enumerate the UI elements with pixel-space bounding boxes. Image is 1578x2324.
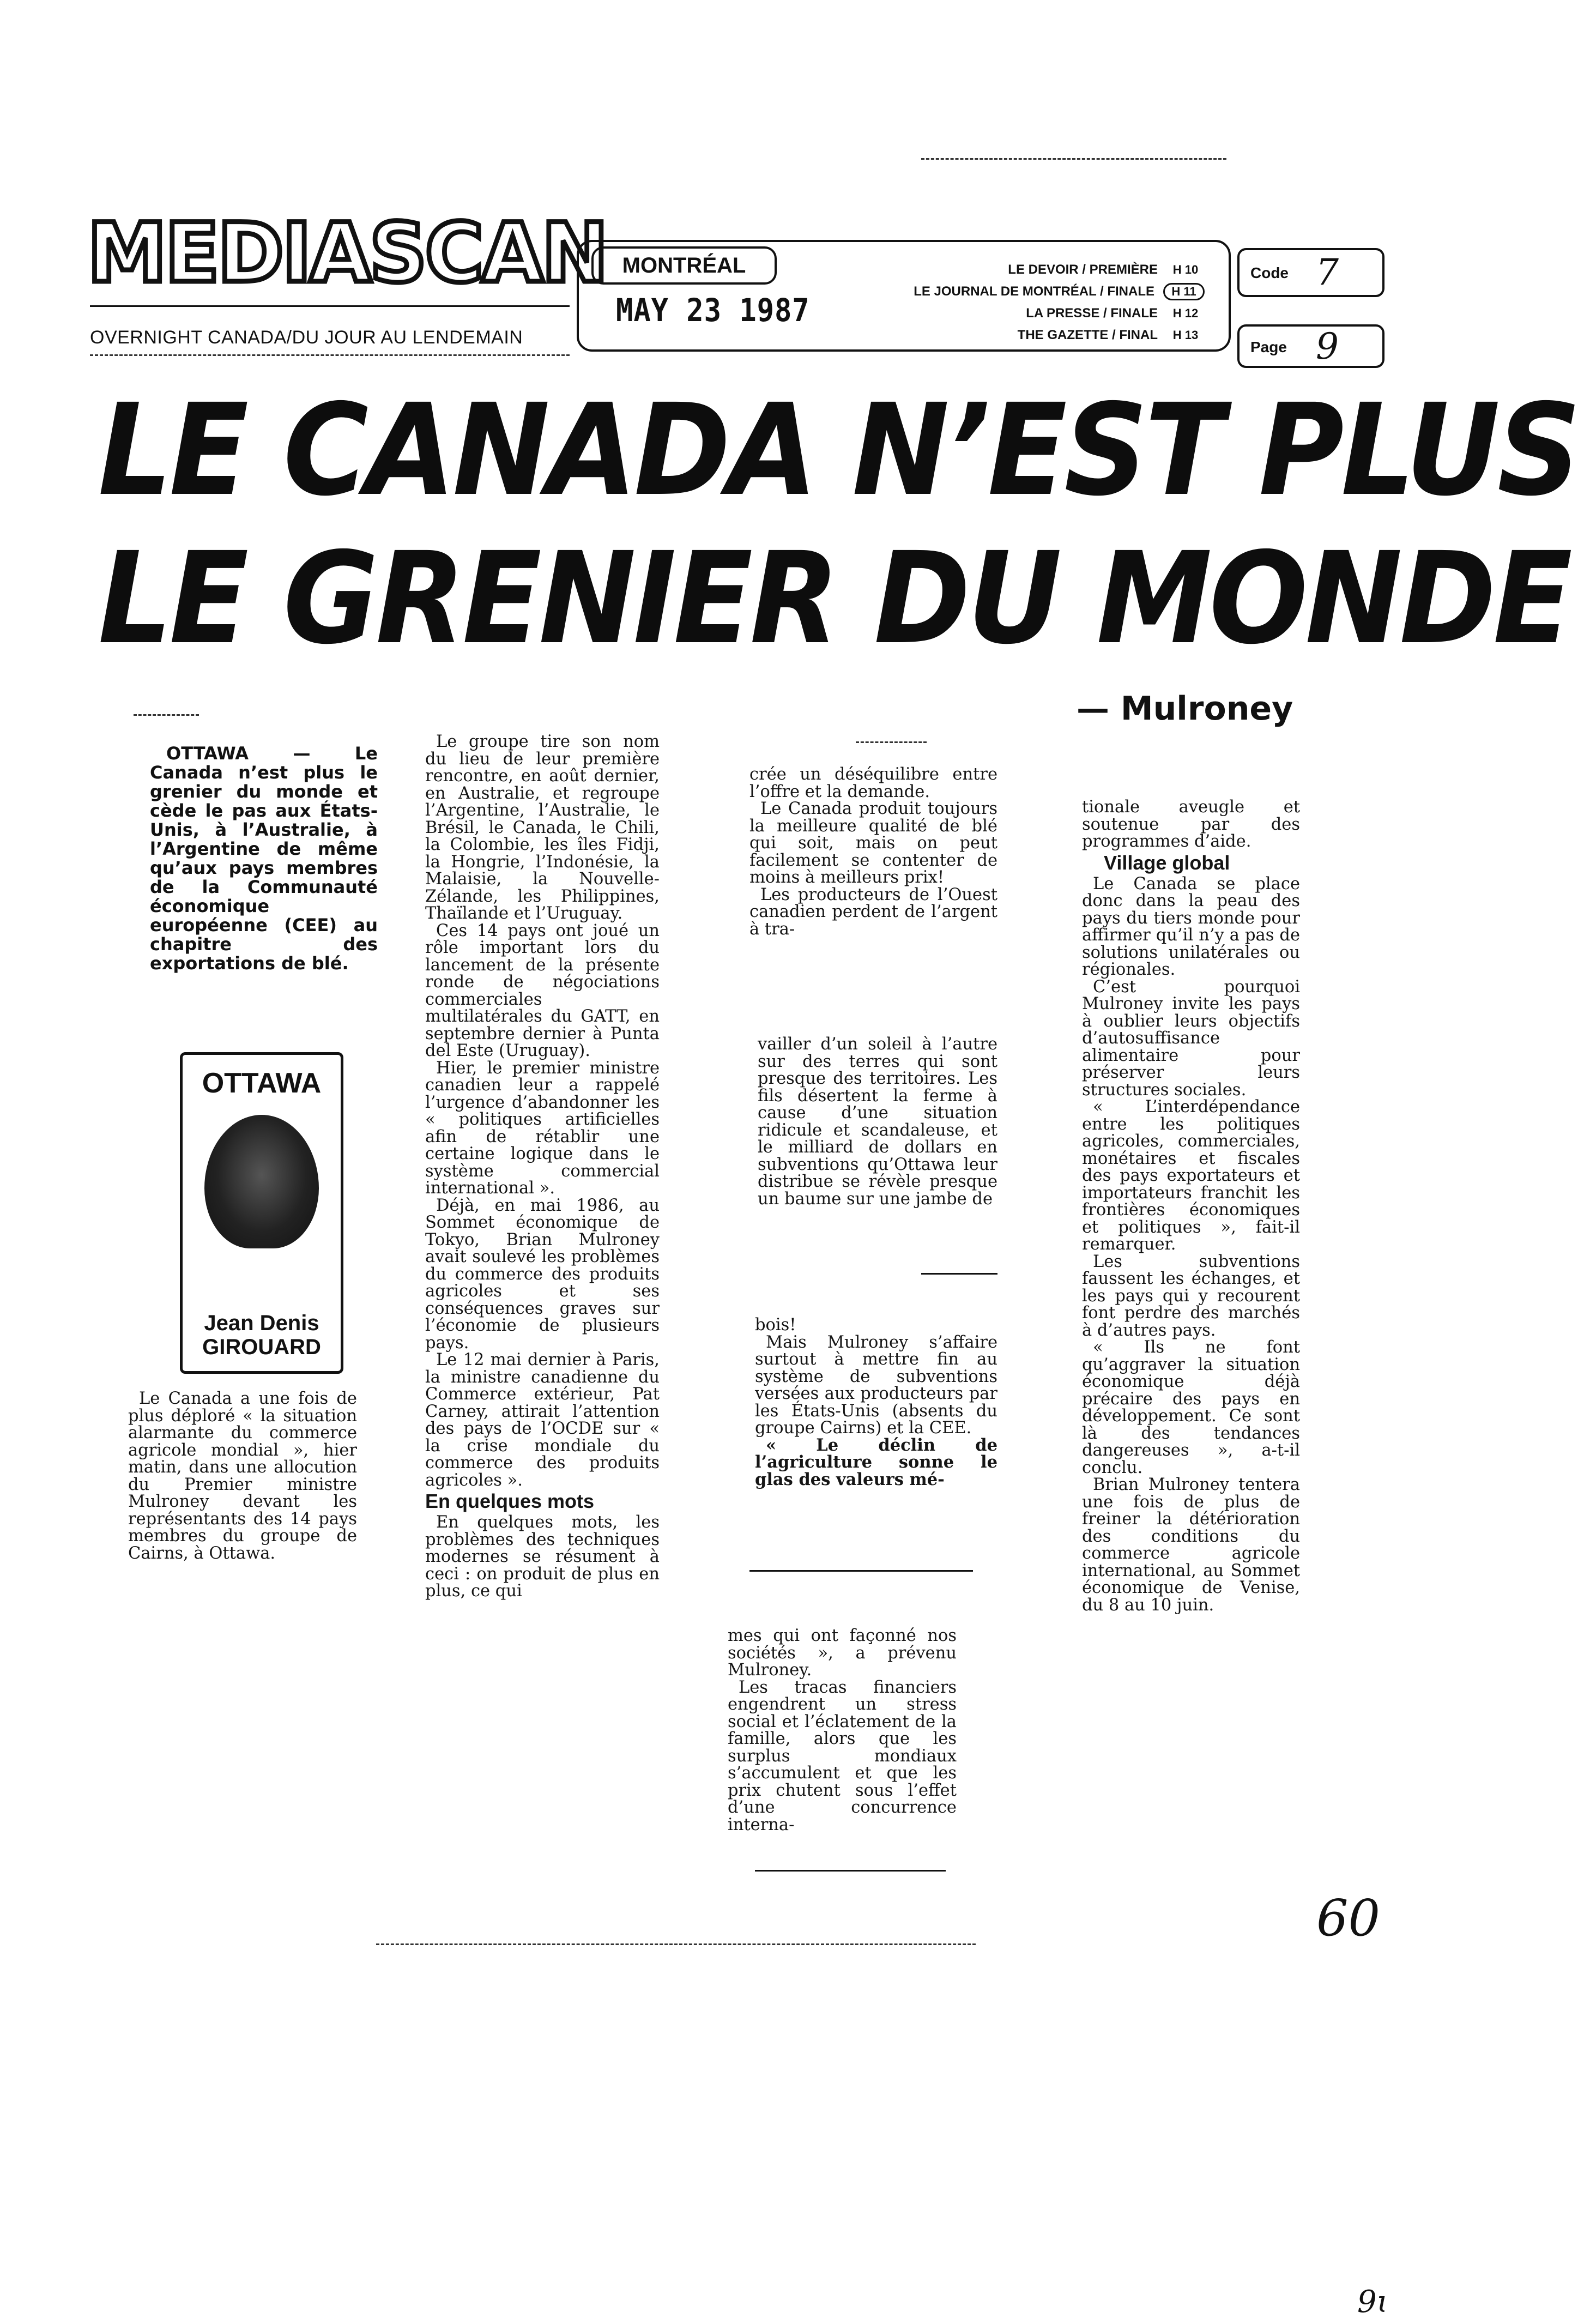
page-value: 9 (1316, 325, 1339, 367)
col3-rule-2 (749, 1570, 973, 1572)
paragraph: Le groupe tire son nom du lieu de leur première rencontre, en août dernier, en Australie, et regroupe l’Argentine, l’Australie, le Brésil, le Canada, le Chili, la Colombie, les îles Fidji, la Hongrie, l’Indonésie, la Malaisie, la Nouvelle-Zélande, les Philippines, Thaïlande et l’Uruguay. (425, 732, 660, 923)
mediascan-logo: MEDIASCAN (87, 206, 607, 301)
publication-code: H 10 (1172, 263, 1199, 276)
paragraph: « L’interdépendance entre les politiques agricoles, commerciales, monétaires et fiscales des pays exportateurs et importateurs franchit les frontières économiques et politiques », fait-il remarquer. (1082, 1097, 1300, 1254)
paragraph: Les producteurs de l’Ouest canadien perdent de l’argent à tra- (749, 885, 997, 939)
author-last-name: GIROUARD (202, 1335, 321, 1359)
paragraph: mes qui ont façonné nos sociétés », a prévenu Mulroney. (728, 1626, 957, 1680)
publication-row (812, 303, 1205, 324)
column-3-part-2 (758, 1036, 997, 1259)
logo-underline (90, 305, 570, 307)
paragraph: Brian Mulroney tentera une fois de plus de freiner la détérioration des conditions du commerce agricole international, au Sommet économique de Venise, du 8 au 10 juin. (1082, 1475, 1300, 1615)
code-label: Code (1250, 264, 1289, 281)
byline: — Mulroney (1077, 690, 1293, 728)
paragraph: Ces 14 pays ont joué un rôle important lors du lancement de la présente ronde de négociations commerciales multilatérales du GATT, en septembre dernier à Punta del Este (Uruguay). (425, 921, 660, 1060)
publication-code-circled: H 11 (1163, 283, 1205, 300)
top-dash-rule (921, 158, 1226, 160)
column-3-part-4 (728, 1627, 957, 1867)
lead-paragraph (150, 744, 378, 973)
col1-top-dash (134, 714, 199, 716)
headline (98, 376, 1578, 673)
paragraph: Le Canada a une fois de plus déploré « la situation alarmante du commerce agricole mondial », hier matin, dans une allocution du Premier ministre Mulroney devant les représentants des 14 pays membres du groupe de Cairns, à Ottawa. (128, 1389, 357, 1563)
paragraph: Le Canada produit toujours la meilleure qualité de blé qui soit, mais on peut facilement se contenter de moins à meilleurs prix! (749, 799, 997, 887)
paragraph: Le Canada se place donc dans la peau des pays du tiers monde pour affirmer qu’il n’y a pas de solutions unilatérales ou régionales. (1082, 874, 1300, 979)
headline-line-2: LE GRENIER DU MONDE (98, 525, 1570, 672)
page-label: Page (1250, 339, 1287, 355)
paragraph: tionale aveugle et soutenue par des programmes d’aide. (1082, 798, 1300, 851)
publication-row (812, 259, 1205, 281)
publication-code: H 12 (1172, 306, 1199, 320)
publication-name: LE DEVOIR / PREMIÈRE (1008, 262, 1158, 277)
column-2 (425, 733, 660, 1802)
code-value: 7 (1316, 251, 1339, 293)
paragraph: Déjà, en mai 1986, au Sommet économique de Tokyo, Brian Mulroney avait soulevé les problèmes du commerce des produits agricoles et ses conséquences graves sur l’économie de plusieurs pays. (425, 1196, 660, 1353)
paragraph: Les subventions faussent les échanges, et les pays qui y recourent font perdre des marchés à d’autres pays. (1082, 1252, 1300, 1340)
code-box (1237, 248, 1384, 297)
paragraph: Le 12 mai dernier à Paris, la ministre canadienne du Commerce extérieur, Pat Carney, attirait l’attention des pays de l’OCDE sur « la crise mondiale du commerce des produits agricoles ». (425, 1350, 660, 1490)
paragraph: Hier, le premier ministre canadien leur a rappelé l’urgence d’abandonner les « politiques artificielles afin de rétablir une certaine logique dans le système commercial international ». (425, 1058, 660, 1198)
paragraph: Mais Mulroney s’affaire surtout à mettre fin au système de subventions versées aux producteurs par les États-Unis (absents du groupe Cairns) et la CEE. (755, 1332, 997, 1438)
author-first-name: Jean Denis (204, 1311, 319, 1335)
column-3-part-3 (755, 1317, 997, 1573)
photo-title: OTTAWA (202, 1067, 322, 1099)
column-4 (1082, 799, 1300, 1758)
paragraph: En quelques mots, les problèmes des techniques modernes se résument à ceci : on produit de plus en plus, ce qui (425, 1513, 660, 1601)
tagline: OVERNIGHT CANADA/DU JOUR AU LENDEMAIN (90, 327, 523, 348)
publication-name: THE GAZETTE / FINAL (1017, 328, 1158, 342)
col3-rule (921, 1273, 997, 1275)
handwritten-page-number: 60 (1316, 1889, 1381, 1947)
date-stamp: MAY 23 1987 (616, 292, 810, 329)
subhead: Village global (1104, 851, 1230, 874)
column-3-part-1 (749, 766, 997, 995)
subhead: En quelques mots (425, 1490, 595, 1512)
paragraph: C’est pourquoi Mulroney invite les pays à oublier leurs objectifs d’autosuffisance alimentaire pour préserver leurs structures sociales. (1082, 977, 1300, 1100)
tagline-rule (90, 354, 570, 356)
headline-line-1: LE CANADA N’EST PLUS (98, 377, 1578, 524)
author-photo-box (180, 1052, 343, 1374)
bottom-dash-rule (376, 1943, 976, 1945)
paragraph: bois! (755, 1315, 796, 1335)
publication-row (812, 324, 1205, 346)
col3-bottom-rule (755, 1870, 946, 1872)
publication-name: LE JOURNAL DE MONTRÉAL / FINALE (914, 284, 1154, 299)
column-1-body (128, 1390, 357, 1619)
paragraph: « Ils ne font qu’aggraver la situation économique déjà précaire des pays en développement. Ce sont là des tendances dangereuses », a-t-il conclu. (1082, 1338, 1300, 1477)
lead-text: OTTAWA — Le Canada n’est plus le grenier du monde et cède le pas aux États-Unis, à l’Australie, à l’Argentine de même qu’aux pays membres de la Communauté économique européenne (CEE) au chapitre des exportations de blé. (150, 743, 378, 974)
paragraph: crée un déséquilibre entre l’offre et la demande. (749, 765, 997, 801)
publication-list (812, 259, 1205, 346)
page-box (1237, 324, 1384, 368)
corner-mark: 9ɩ (1357, 2284, 1389, 2320)
publication-row (812, 281, 1205, 303)
col3-top-dash (856, 741, 927, 743)
paragraph: vailler d’un soleil à l’autre sur des terres qui sont presque des territoires. Les fils désertent la ferme à cause d’une situation ridicule et scandaleuse, et le milliard de dollars en subventions qu’Ottawa leur distribue se révèle presque un baume sur une jambe de (758, 1035, 997, 1209)
paragraph: « Le déclin de l’agriculture sonne le glas des valeurs mé- (755, 1435, 997, 1489)
author-portrait (204, 1115, 319, 1248)
paragraph: Les tracas financiers engendrent un stress social et l’éclatement de la famille, alors que les surplus mondiaux s’accumulent et que les prix chutent sous l’effet d’une concurrence interna- (728, 1677, 957, 1834)
city-label: MONTRÉAL (591, 246, 777, 285)
publication-code: H 13 (1172, 328, 1199, 342)
publication-name: LA PRESSE / FINALE (1026, 306, 1158, 321)
author-name (183, 1311, 341, 1359)
